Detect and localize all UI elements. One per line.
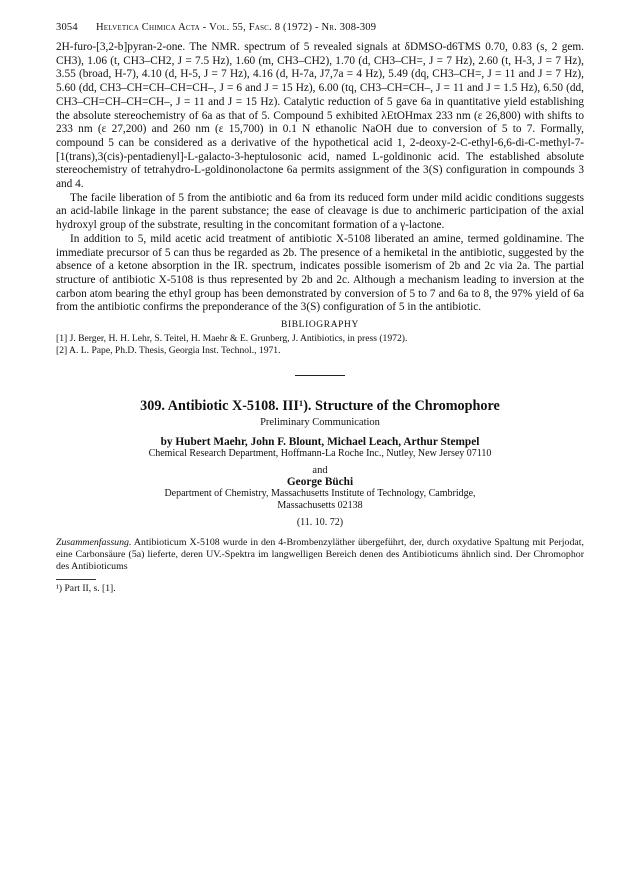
bibliography-entry: [2] A. L. Pape, Ph.D. Thesis, Georgia Inst. Technol., 1971. bbox=[56, 345, 281, 357]
abstract-text: Antibioticum X-5108 wurde in den 4-Brombenzyläther übergeführt, der, durch oxydative Spaltung mit Perjodat, eine Carbonsäure (5a) lieferte, deren UV.-Spektra im langwelligen Bereich denen des Antibioticums ähnlich sind. Der Chromophor des Antibioticums bbox=[56, 536, 584, 573]
affiliation-mit-line1: Department of Chemistry, Massachusetts Institute of Technology, Cambridge, bbox=[164, 488, 476, 500]
article-title: 309. Antibiotic X-5108. III¹). Structure of the Chromophore bbox=[140, 398, 500, 415]
footnote: ¹) Part II, s. [1]. bbox=[56, 583, 116, 595]
paragraph-liberation: The facile liberation of 5 from the antibiotic and 6a from its reduced form under mild acidic conditions suggests an acid-labile linkage in the parent substance; the ease of cleavage is due to anchimeric participation of the axial hydroxyl group of the substrate, resulting in the concomitant formation of a γ-lactone. bbox=[56, 191, 584, 232]
journal-title: Helvetica Chimica Acta - Vol. 55, Fasc. 8 (1972) - Nr. 308-309 bbox=[96, 22, 377, 33]
paragraph-nmr: 2H-furo-[3,2-b]pyran-2-one. The NMR. spectrum of 5 revealed signals at δDMSO-d6TMS 0.70, 0.83 (s, 2 gem. CH3), 1.06 (t, CH3–CH2, J = 7.5 Hz), 1.60 (m, CH3–CH2), 1.70 (d, CH3–CH=, J = 7 Hz), 2.60 (t, H-3, J = 7 Hz), 3.55 (broad, H-7), 4.10 (d, H-5, J = 7 Hz), 4.16 (d, H-7a, J7,7a = 4 Hz), 5.49 (dq, CH3–CH=, J = 11 and J = 7 Hz), 5.60 (dd, CH3–CH=CH–CH=CH–, J = 6 and J = 15 Hz), 6.00 (tq, CH3–CH=CH–, J = 11 and J = 1.5 Hz), 6.50 (dd, CH3–CH=CH–CH=CH–, J = 11 and J = 15 Hz). Catalytic reduction of 5 gave 6a in quantitative yield establishing the absolute stereochemistry of 6a as that of 5. Compound 5 exhibited λEtOHmax 233 nm (ε 26,800) with shifts to 233 nm (ε 27,200) and 260 nm (ε 15,700) in 0.1 N ethanolic NaOH due to conversion of 5 to 7. Formally, compound 5 can be considered as a derivative of the hypothetical acid 1, 2-deoxy-2-C-ethyl-6,6-di-C-methyl-7-[1(trans),3(cis)-pentadienyl]-L-galacto-3-heptulosonic acid, named L-goldinonic acid. The established absolute stereochemistry of tetrahydro-L-goldinonolactone 6a permits assignment of the 3(S) configuration in compounds 3 and 4. bbox=[56, 41, 584, 191]
section-divider bbox=[295, 375, 345, 376]
bibliography-list bbox=[56, 333, 584, 357]
bibliography-heading: BIBLIOGRAPHY bbox=[281, 320, 359, 331]
page bbox=[56, 22, 584, 594]
paragraph-goldinamine: In addition to 5, mild acetic acid treatment of antibiotic X-5108 liberated an amine, termed goldinamine. The immediate precursor of 5 can thus be regarded as 2b. The presence of a hemiketal in the antibiotic, suggested by the absence of a ketone absorption in the IR. spectrum, indicates possible isomerism of 2b and 2c via 2a. The partial structure of antibiotic X-5108 is thus represented by 2b and 2c. Although a mechanism leading to inversion at the carbon atom bearing the ethyl group has been demonstrated by conversion of 5 to 7 and 6a to 8, the 97% yield of 6a from the antibiotic confirms the preponderance of the 3(S) configuration of 5 in the antibiotic. bbox=[56, 232, 584, 314]
abstract-label: Zusammenfassung. bbox=[56, 536, 132, 548]
affiliation-mit-line2: Massachusetts 02138 bbox=[277, 500, 363, 512]
received-date: (11. 10. 72) bbox=[296, 516, 344, 528]
article-subtitle: Preliminary Communication bbox=[260, 417, 380, 429]
running-header bbox=[56, 22, 584, 33]
authors: by Hubert Maehr, John F. Blount, Michael Leach, Arthur Stempel bbox=[160, 436, 480, 449]
body-text bbox=[56, 41, 584, 315]
abstract bbox=[56, 537, 584, 574]
and-conjunction: and bbox=[312, 465, 328, 477]
footnote-rule bbox=[56, 579, 96, 580]
page-number: 3054 bbox=[56, 22, 78, 33]
affiliation-roche: Chemical Research Department, Hoffmann-La Roche Inc., Nutley, New Jersey 07110 bbox=[148, 448, 492, 460]
bibliography-entry: [1] J. Berger, H. H. Lehr, S. Teitel, H. Maehr & E. Grunberg, J. Antibiotics, in press (1972). bbox=[56, 333, 408, 345]
author-buchi: George Büchi bbox=[286, 476, 354, 489]
